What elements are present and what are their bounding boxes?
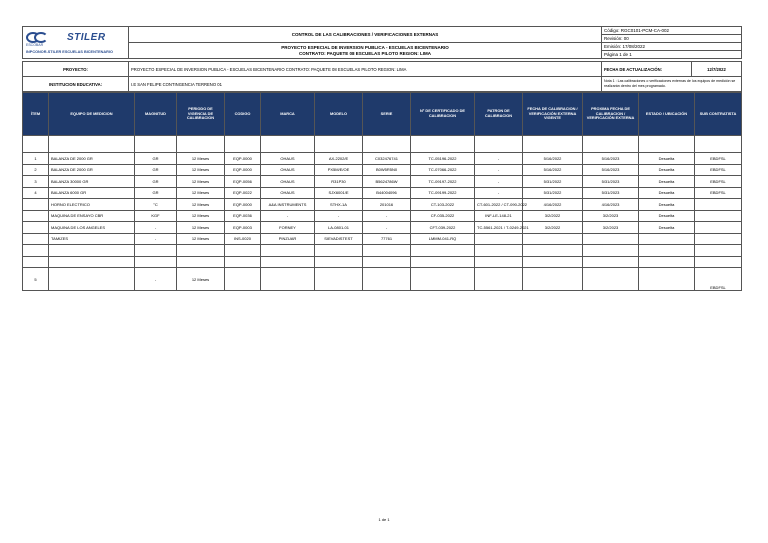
table-cell: - — [475, 176, 523, 188]
table-cell — [363, 245, 411, 257]
table-cell — [639, 136, 695, 153]
table-cell: 12 Meses — [177, 222, 225, 234]
col-header: PERIODO DE VIGENCIA DE CALIBRACION — [177, 93, 225, 136]
table-cell: 3/2/2022 — [523, 210, 583, 222]
table-cell: TC-05196-2022 — [411, 153, 475, 165]
page-footer: 1 de 1 — [378, 517, 390, 522]
table-cell — [49, 268, 135, 291]
col-header: N° DE CERTIFICADO DE CALIBRACION — [411, 93, 475, 136]
info-table — [22, 61, 742, 92]
table-cell: °C — [135, 199, 177, 211]
table-cell: A&A INSTRUMENTS — [261, 199, 315, 211]
table-cell: 12 Meses — [177, 164, 225, 176]
proyecto-label: PROYECTO: — [23, 62, 129, 77]
table-cell: EQP-0022 — [225, 187, 261, 199]
table-cell: - — [363, 210, 411, 222]
table-cell — [695, 222, 742, 234]
table-cell: OHAUS — [261, 164, 315, 176]
col-header: MAGNITUD — [135, 93, 177, 136]
table-cell: FORNEY — [261, 222, 315, 234]
table-cell: HORNO ELECTRICO — [49, 199, 135, 211]
table-cell: - — [261, 210, 315, 222]
table-cell: - — [135, 233, 177, 245]
table-cell — [583, 256, 639, 268]
table-cell: 12 Meses — [177, 187, 225, 199]
table-cell — [583, 233, 639, 245]
logo-caption: INPCONOR-STILER ESCUELAS BICENTENARIO — [26, 49, 113, 54]
table-cell: 12 Meses — [177, 233, 225, 245]
table-cell — [411, 268, 475, 291]
table-cell: 5/16/2023 — [583, 153, 639, 165]
table-cell: EQP-0003 — [225, 222, 261, 234]
col-header: ESTADO / UBICACIÓN — [639, 93, 695, 136]
table-cell: Desuelta — [639, 176, 695, 188]
col-header: EQUIPO DE MEDICION — [49, 93, 135, 136]
table-cell: 201016 — [363, 199, 411, 211]
table-row — [23, 210, 742, 222]
table-cell — [475, 268, 523, 291]
table-cell — [523, 136, 583, 153]
table-row — [23, 136, 742, 153]
fecha-label: FECHA DE ACTUALIZACIÓN: — [602, 62, 692, 77]
table-cell: 5/16/2022 — [523, 164, 583, 176]
table-cell: 4 — [23, 187, 49, 199]
table-cell — [695, 136, 742, 153]
meta-codigo: Código: RGC0101-PCM-CA-002 — [602, 27, 742, 35]
table-cell: Desuelta — [639, 164, 695, 176]
table-cell — [23, 245, 49, 257]
table-cell: GR — [135, 153, 177, 165]
table-cell: 4/16/2022 — [523, 199, 583, 211]
table-cell — [411, 245, 475, 257]
table-cell — [639, 233, 695, 245]
table-cell: 12 Meses — [177, 176, 225, 188]
table-cell — [225, 256, 261, 268]
table-cell — [49, 256, 135, 268]
header-table — [22, 26, 742, 59]
table-cell: EBDFSL — [695, 153, 742, 165]
logo-text: STILER — [67, 31, 106, 43]
col-header: PATRON DE CALIBRACION — [475, 93, 523, 136]
table-cell: - — [363, 222, 411, 234]
table-cell: BALANZA DE 2000 GR — [49, 164, 135, 176]
table-cell — [363, 256, 411, 268]
table-cell: GR — [135, 164, 177, 176]
table-cell — [411, 256, 475, 268]
table-cell: B0W5R5N0 — [363, 164, 411, 176]
table-cell: 3/2/2022 — [523, 222, 583, 234]
table-cell: 3 — [23, 176, 49, 188]
table-cell: EQP-0000 — [225, 164, 261, 176]
table-cell: Desuelta — [639, 210, 695, 222]
table-cell: CFT-039-2022 — [411, 222, 475, 234]
col-header: FECHA DE CALIBRACION / VERIFICACIÓN EXTERNA VIGENTE — [523, 93, 583, 136]
table-cell: 2 — [23, 164, 49, 176]
table-cell — [23, 233, 49, 245]
table-cell — [23, 256, 49, 268]
table-cell: EBDFSL — [695, 164, 742, 176]
table-cell — [523, 233, 583, 245]
table-cell: BALANZA 6000 GR — [49, 187, 135, 199]
table-cell: OHAUS — [261, 187, 315, 199]
table-row — [23, 245, 742, 257]
table-cell — [363, 268, 411, 291]
table-cell: 12 Meses — [177, 268, 225, 291]
nota-text: Nota 1 : Las calibraciones o verificaciones externas de los equipos de medición se realizarán dentro del mes programado. — [602, 77, 742, 92]
table-cell: PINZUAR — [261, 233, 315, 245]
table-cell — [261, 136, 315, 153]
table-cell: 5/16/2022 — [523, 153, 583, 165]
table-cell: PX5M/E/OE — [315, 164, 363, 176]
table-cell — [523, 256, 583, 268]
table-cell: TC-09197-2022 — [411, 176, 475, 188]
table-cell: GR — [135, 187, 177, 199]
table-cell — [695, 199, 742, 211]
table-cell: - — [315, 210, 363, 222]
logo-cell — [23, 27, 129, 59]
table-cell — [639, 268, 695, 291]
table-cell — [523, 268, 583, 291]
meta-revision: Revisión: 00 — [602, 35, 742, 43]
table-cell: LMMM-041-RQ — [411, 233, 475, 245]
col-header: PROXIMA FECHA DE CALIBRACION / VERIFICACIÓN EXTERNA — [583, 93, 639, 136]
table-cell — [49, 136, 135, 153]
table-cell — [695, 210, 742, 222]
table-cell: 77761 — [363, 233, 411, 245]
table-cell — [583, 245, 639, 257]
calibration-table — [22, 92, 742, 291]
table-cell — [177, 136, 225, 153]
col-header: SUB CONTRATISTA — [695, 93, 742, 136]
table-row — [23, 199, 742, 211]
table-cell: TC-07066-2022 — [411, 164, 475, 176]
table-cell — [583, 136, 639, 153]
table-cell: TAMIZES — [49, 233, 135, 245]
institucion-label: INSTITUCION EDUCATIVA: — [23, 77, 129, 92]
table-cell — [225, 245, 261, 257]
table-cell: KGF — [135, 210, 177, 222]
table-cell — [475, 233, 523, 245]
table-cell: - — [135, 222, 177, 234]
table-cell: B44004096 — [363, 187, 411, 199]
table-cell — [23, 222, 49, 234]
table-cell: - — [475, 187, 523, 199]
table-cell: 4/16/2023 — [583, 199, 639, 211]
table-cell — [261, 256, 315, 268]
table-cell: 3/2/2023 — [583, 222, 639, 234]
document-title: CONTROL DE LAS CALIBRACIONES / VERIFICACIONES EXTERNAS — [129, 27, 602, 43]
table-row — [23, 222, 742, 234]
table-body — [23, 136, 742, 291]
table-cell: CT-601-2022 / CT-090-2022 — [475, 199, 523, 211]
col-header: MODELO — [315, 93, 363, 136]
table-cell: Desuelta — [639, 199, 695, 211]
logo-sub: ESCOBAR — [26, 42, 44, 47]
table-cell: CT-103-2022 — [411, 199, 475, 211]
table-cell — [639, 245, 695, 257]
table-cell: BALANZA DE 2000 GR — [49, 153, 135, 165]
table-cell: TC-09199-2022 — [411, 187, 475, 199]
table-cell: - — [135, 268, 177, 291]
col-header: ÍTEM — [23, 93, 49, 136]
fecha-value: 12/7/2022 — [692, 62, 742, 77]
table-cell — [315, 256, 363, 268]
table-cell — [23, 136, 49, 153]
company-logo — [26, 32, 64, 43]
table-cell: EBDFSL — [695, 176, 742, 188]
table-cell — [363, 136, 411, 153]
table-cell — [695, 245, 742, 257]
table-cell — [261, 268, 315, 291]
table-cell — [135, 256, 177, 268]
table-row — [23, 187, 742, 199]
table-cell: INF-LE-148-21 — [475, 210, 523, 222]
table-cell: LA-0801-01 — [315, 222, 363, 234]
table-cell: 5/31/2023 — [583, 187, 639, 199]
table-cell: INS-0020 — [225, 233, 261, 245]
table-row — [23, 176, 742, 188]
table-cell: MAQUINA DE LOS ANGELES — [49, 222, 135, 234]
project-subtitle — [129, 43, 602, 59]
table-cell — [411, 136, 475, 153]
table-row — [23, 256, 742, 268]
table-cell — [135, 136, 177, 153]
table-row — [23, 164, 742, 176]
table-cell: EQP-0056 — [225, 176, 261, 188]
table-cell — [583, 268, 639, 291]
table-cell: B5624786W — [363, 176, 411, 188]
col-header: CODIGO — [225, 93, 261, 136]
table-cell — [695, 233, 742, 245]
table-row — [23, 153, 742, 165]
table-cell: 5/31/2022 — [523, 187, 583, 199]
table-cell: 5/31/2023 — [583, 176, 639, 188]
table-cell: 1 — [23, 153, 49, 165]
table-cell: MAQUINA DE ENSAYO CBR — [49, 210, 135, 222]
table-cell — [639, 256, 695, 268]
table-cell: Desuelta — [639, 187, 695, 199]
table-cell: C032476741 — [363, 153, 411, 165]
table-cell — [475, 245, 523, 257]
table-cell: TC-5561-2021 / T-0249-2021 — [475, 222, 523, 234]
table-cell: BALANZA 30000 GR — [49, 176, 135, 188]
table-cell: 12 Meses — [177, 153, 225, 165]
table-cell: 5 — [23, 268, 49, 291]
table-cell: 5/16/2023 — [583, 164, 639, 176]
table-cell: STHX-1A — [315, 199, 363, 211]
table-cell: 3/2/2023 — [583, 210, 639, 222]
table-cell: CF-035-2022 — [411, 210, 475, 222]
table-cell: EBDFSL — [695, 268, 742, 291]
table-cell — [23, 199, 49, 211]
meta-pagina: Página 1 de 1 — [602, 51, 742, 59]
table-cell — [523, 245, 583, 257]
table-cell: 5/31/2022 — [523, 176, 583, 188]
proyecto-value: PROYECTO ESPECIAL DE INVERSION PUBLICA - ESCUELAS BICENTENARIO CONTRATO: PAQUETE 08 ESCUELAS PILOTO REGION: LIMA — [129, 62, 602, 77]
table-cell — [49, 245, 135, 257]
project-line: PROYECTO ESPECIAL DE INVERSION PUBLICA - ESCUELAS BICENTENARIO — [281, 45, 449, 50]
table-cell — [261, 245, 315, 257]
table-cell — [475, 136, 523, 153]
table-cell — [177, 256, 225, 268]
table-cell: OHAUS — [261, 153, 315, 165]
table-cell: SJX6001/E — [315, 187, 363, 199]
table-cell: EQP-0036 — [225, 210, 261, 222]
table-cell — [475, 256, 523, 268]
table-cell — [695, 256, 742, 268]
table-cell: R31P30 — [315, 176, 363, 188]
table-cell — [225, 268, 261, 291]
contract-line: CONTRATO: PAQUETE 08 ESCUELAS PILOTO REGION: LIMA — [299, 50, 431, 56]
table-cell: 12 Meses — [177, 210, 225, 222]
table-cell — [315, 268, 363, 291]
table-cell: EBDFSL — [695, 187, 742, 199]
table-cell: - — [475, 153, 523, 165]
table-row — [23, 268, 742, 291]
table-header-row — [23, 93, 742, 136]
meta-emision: Emisión: 17/08/2022 — [602, 43, 742, 51]
table-cell: - — [475, 164, 523, 176]
table-cell: Desuelta — [639, 153, 695, 165]
table-cell — [315, 245, 363, 257]
table-cell: AX-2202/E — [315, 153, 363, 165]
col-header: SERIE — [363, 93, 411, 136]
table-cell: EQP-0000 — [225, 153, 261, 165]
table-cell: SIEVADISTEST — [315, 233, 363, 245]
table-cell — [225, 136, 261, 153]
table-cell — [315, 136, 363, 153]
table-cell — [135, 245, 177, 257]
table-cell: OHAUS — [261, 176, 315, 188]
table-cell — [23, 210, 49, 222]
table-cell: EQP-0000 — [225, 199, 261, 211]
institucion-value: I.E SAN FELIPE CONTINGENCIA TERRENO 01 — [129, 77, 602, 92]
table-cell — [177, 245, 225, 257]
table-cell: 12 Meses — [177, 199, 225, 211]
table-cell: Desuelta — [639, 222, 695, 234]
col-header: MARCA — [261, 93, 315, 136]
table-cell: GR — [135, 176, 177, 188]
document-sheet — [22, 26, 742, 291]
table-row — [23, 233, 742, 245]
